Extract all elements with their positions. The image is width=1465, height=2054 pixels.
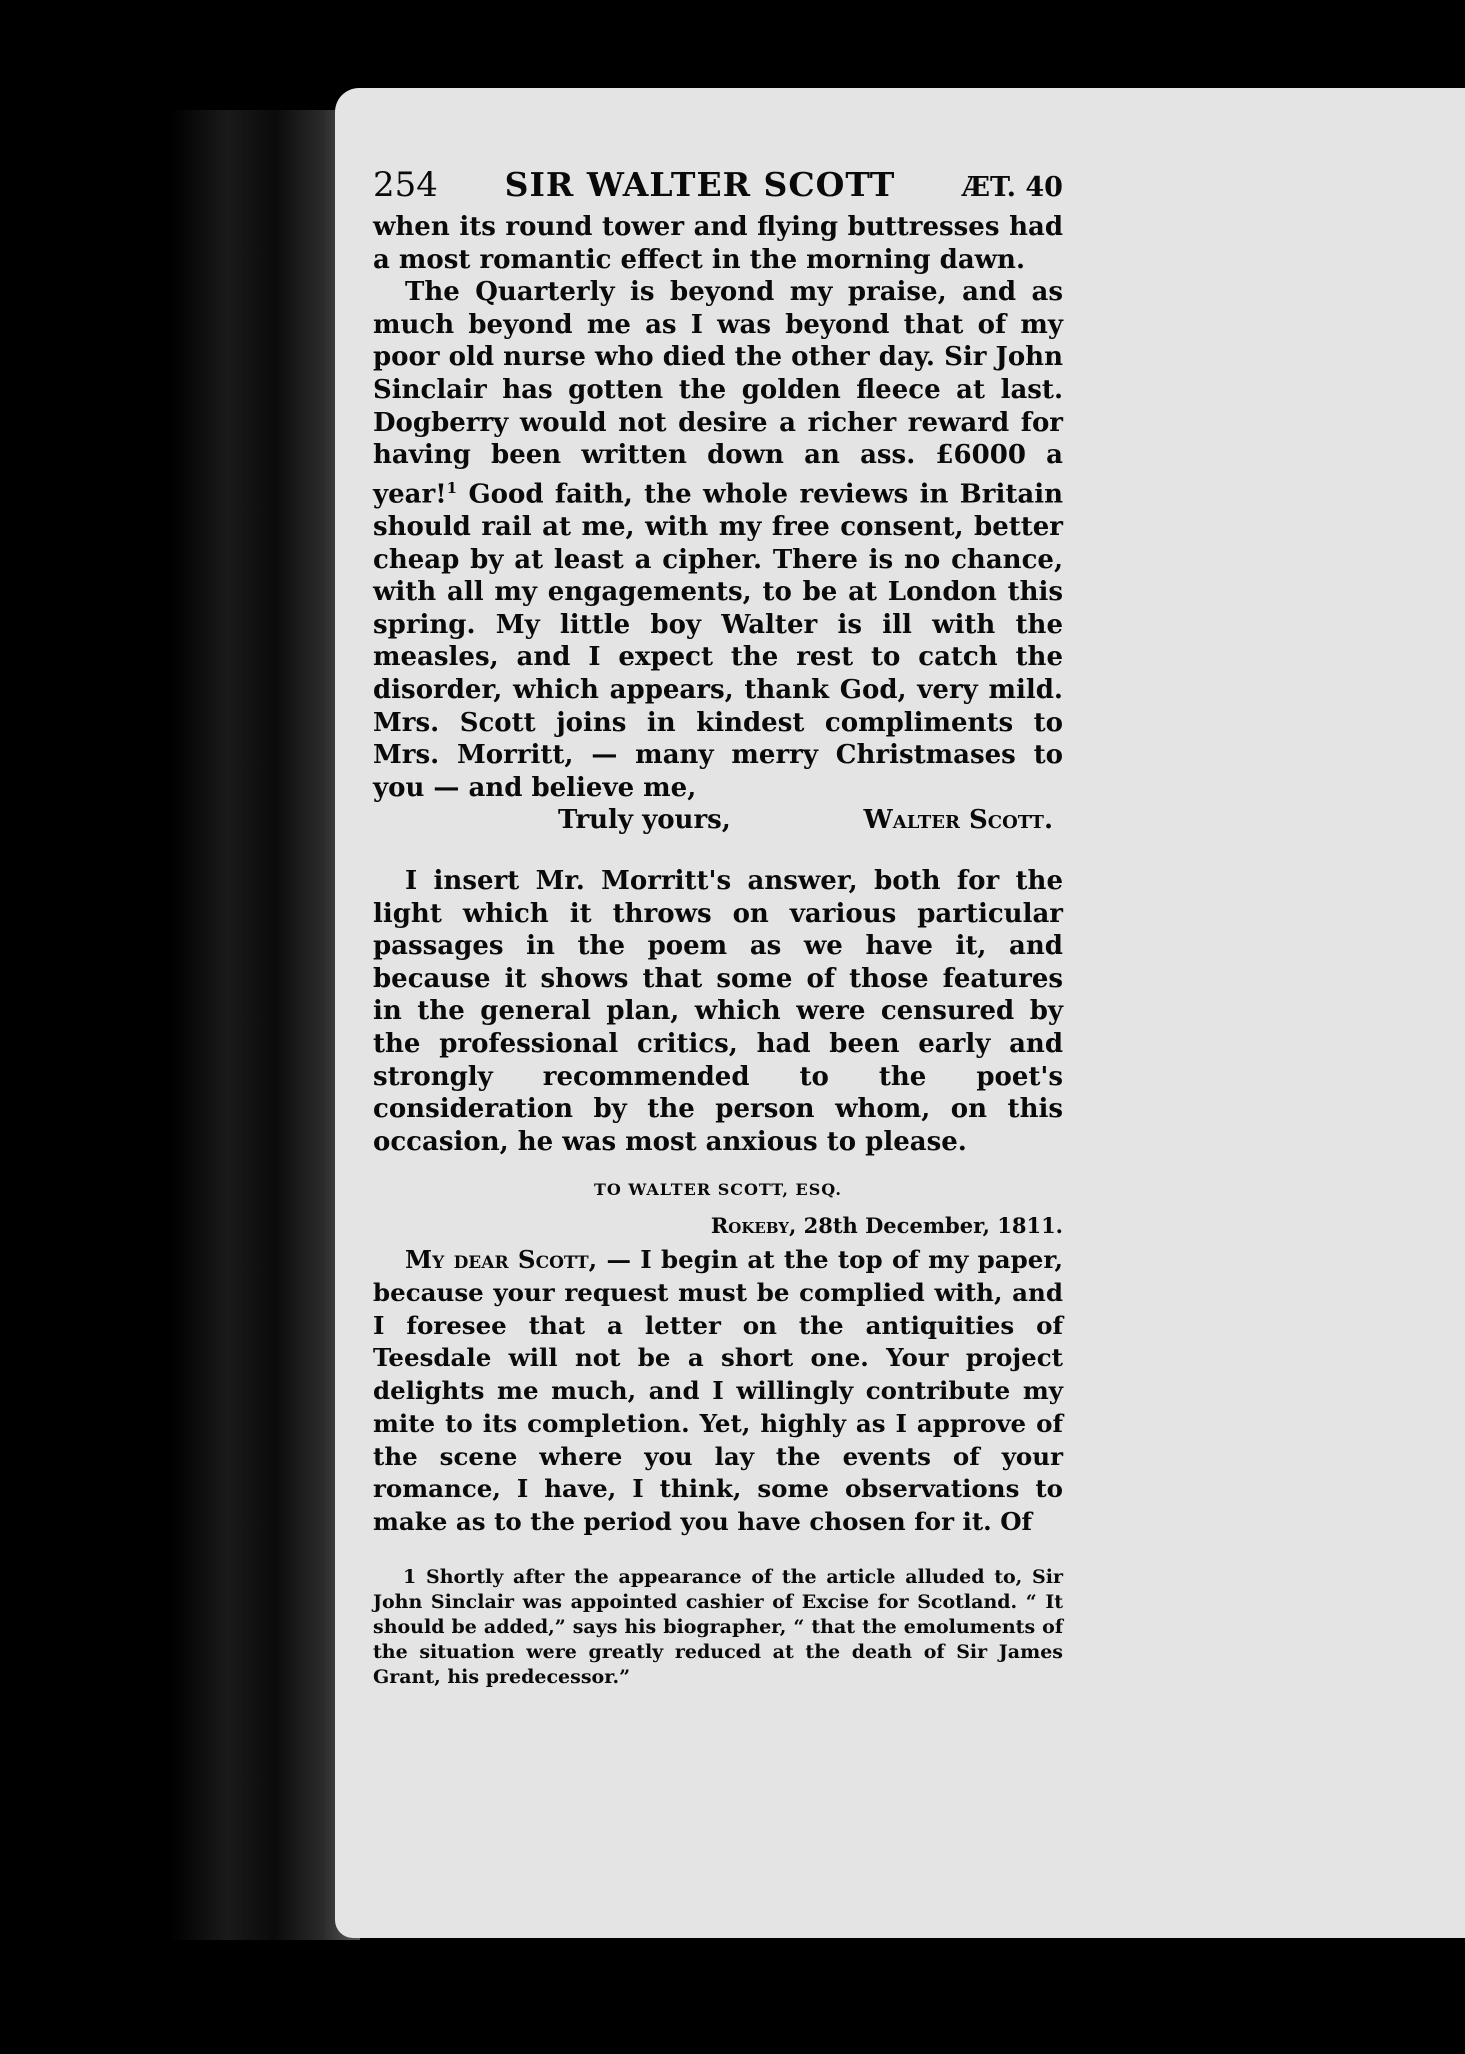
running-head <box>373 165 1063 205</box>
signature: Walter Scott. <box>863 805 1053 836</box>
page-content <box>373 165 1063 1690</box>
footnote <box>373 1565 1063 1690</box>
paragraph-quarterly-text-a: The Quarterly is beyond my praise, and as much beyond me as I was beyond that of my poor old nurse who died the other day. Sir John Sinclair has gotten the golden fleece at last. Dogberry would not desire a richer reward for having been written down an ass. £6000 a year! <box>373 277 1063 510</box>
letter-dateline <box>373 1213 1063 1238</box>
letter-closing <box>373 804 1063 837</box>
letter-body <box>373 1244 1063 1538</box>
dateline-place: Rokeby <box>710 1213 789 1239</box>
closing-phrase: Truly yours, <box>558 805 731 836</box>
footnote-reference: 1 <box>446 478 458 497</box>
paragraph-morritt-intro: I insert Mr. Morritt's answer, both for the light which it throws on various particular passages in the poem as we have it, and because it shows that some of those features in the general plan, which were censured by the professional critics, had been early and strongly recommended to the poet's consideration by the person whom, on this occasion, he was most anxious to please. <box>373 865 1063 1157</box>
page-number: 254 <box>373 165 438 205</box>
running-title: SIR WALTER SCOTT <box>504 165 896 204</box>
footnote-text: Shortly after the appearance of the article alluded to, Sir John Sinclair was appointed cashier of Excise for Scotland. “ It should be added,” says his biographer, “ that the emoluments of the situation were greatly reduced at the death of Sir James Grant, his predecessor.” <box>373 1565 1063 1688</box>
paragraph-quarterly-text-b: Good faith, the whole reviews in Britain should rail at me, with my free consent, better cheap by at least a cipher. There is no chance, with all my engagements, to be at London this spring. My little boy Walter is ill with the measles, and I expect the rest to catch the disorder, which appears, thank God, very mild. Mrs. Scott joins in kindest compliments to Mrs. Morritt, — many merry Christmases to you — and believe me, <box>373 479 1063 803</box>
letter-text: — I begin at the top of my paper, because your request must be complied with, and I foresee that a letter on the antiquities of Teesdale will not be a short one. Your project delights me much, and I willingly contribute my mite to its completion. Yet, highly as I approve of the scene where you lay the events of your romance, I have, I think, some observations to make as to the period you have chosen for it. Of <box>373 1245 1063 1536</box>
letter-paragraph <box>373 1244 1063 1538</box>
paragraph-continued: when its round tower and flying buttresses had a most romantic effect in the morning dawn. <box>373 212 1063 275</box>
letter-heading: TO WALTER SCOTT, ESQ. <box>594 1180 842 1200</box>
age-marker: ÆT. 40 <box>962 172 1063 203</box>
book-spine <box>170 110 360 1940</box>
salutation: My dear Scott, <box>405 1245 598 1275</box>
dateline-date: , 28th December, 1811. <box>788 1213 1063 1239</box>
footnote-paragraph <box>373 1565 1063 1690</box>
paragraph-quarterly <box>373 276 1063 804</box>
footnote-marker: 1 <box>403 1565 417 1588</box>
